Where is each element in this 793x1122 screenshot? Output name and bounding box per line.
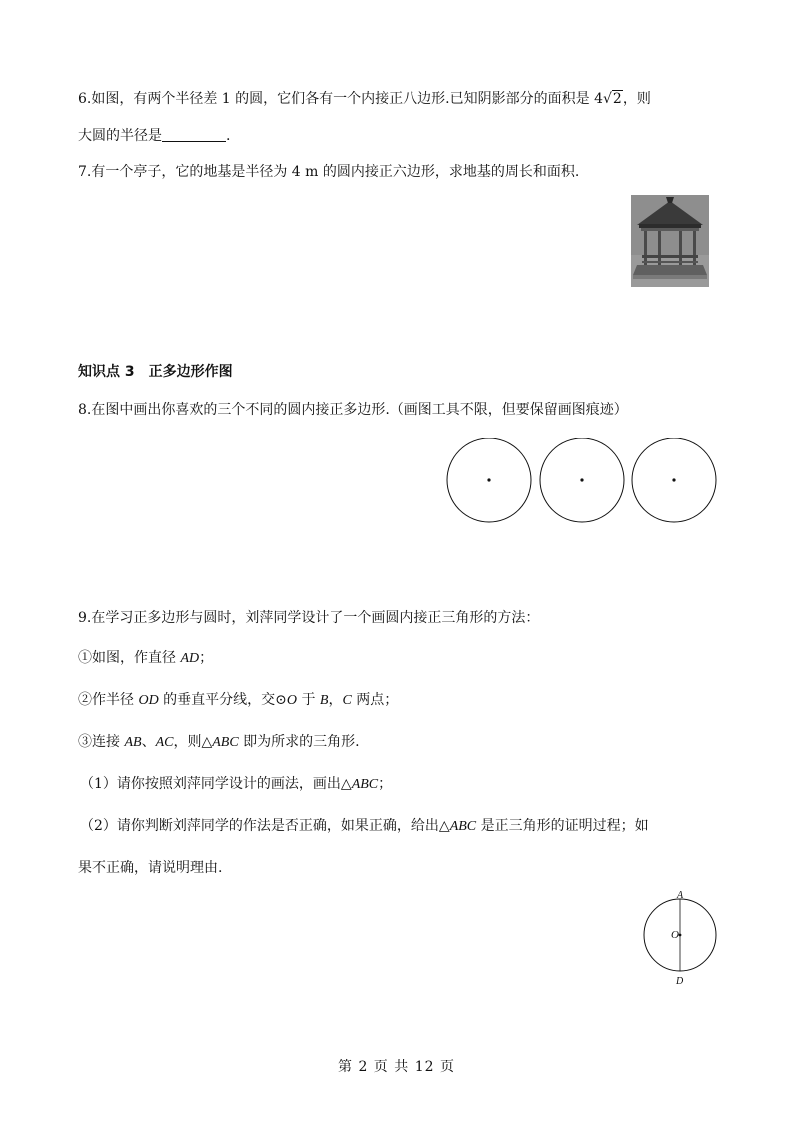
center-point xyxy=(679,934,682,937)
q9-step3 xyxy=(78,732,360,753)
step1-text: ①如图，作直径 xyxy=(78,650,181,666)
step3-end: 即为所求的三角形. xyxy=(238,734,360,750)
sqrt-symbol: √2 xyxy=(602,91,622,107)
label-o: O xyxy=(671,929,679,941)
q9-step2 xyxy=(78,690,398,711)
part1-text: （1）请你按照刘萍同学设计的画法，画出△ xyxy=(80,776,352,792)
var-ac: AC xyxy=(155,735,174,750)
step2-end: 两点； xyxy=(351,692,399,708)
step3-text-c: ，则△ xyxy=(173,734,213,750)
var-b: B xyxy=(319,693,329,708)
label-d: D xyxy=(676,976,684,987)
q9-intro: 9.在学习正多边形与圆时，刘萍同学设计了一个画圆内接正三角形的方法： xyxy=(78,610,540,626)
sqrt-argument: 2 xyxy=(612,91,622,107)
center-dot-2 xyxy=(580,478,583,481)
center-dot-3 xyxy=(672,478,675,481)
step3-text: ③连接 xyxy=(78,734,125,750)
q9-part1 xyxy=(80,774,392,795)
var-ab: AB xyxy=(124,735,142,750)
page-footer: 第 2 页 共 12 页 xyxy=(338,1059,455,1075)
step2-text-b: 的垂直平分线，交⊙ xyxy=(158,692,287,708)
q6-question: 大圆的半径是 xyxy=(78,128,162,144)
circle-ad-figure xyxy=(640,888,724,990)
step2-text-d: ， xyxy=(328,692,343,708)
part2-text: （2）请你判断刘萍同学的作法是否正确，如果正确，给出△ xyxy=(80,818,450,834)
step3-text-b: 、 xyxy=(141,734,156,750)
q9-part2 xyxy=(80,816,649,837)
q7-line: 7.有一个亭子，它的地基是半径为 4 m 的圆内接正六边形，求地基的周长和面积. xyxy=(78,164,580,180)
q6-text-end: ，则 xyxy=(622,91,651,107)
var-ad: AD xyxy=(180,651,200,666)
var-abc: ABC xyxy=(212,735,239,750)
answer-blank[interactable] xyxy=(162,127,226,142)
center-dot-1 xyxy=(487,478,490,481)
q6-line1 xyxy=(78,89,651,109)
step2-text: ②作半径 xyxy=(78,692,139,708)
var-abc-2: ABC xyxy=(449,819,477,834)
section-heading: 知识点 3 正多边形作图 xyxy=(78,364,233,380)
q6-line2 xyxy=(78,126,230,146)
step2-text-c: 于 xyxy=(297,692,320,708)
part1-end: ； xyxy=(378,776,393,792)
q8-line: 8.在图中画出你喜欢的三个不同的圆内接正多边形.（画图工具不限，但要保留画图痕迹） xyxy=(78,402,628,418)
step1-end: ； xyxy=(199,650,214,666)
q6-text: 6.如图，有两个半径差 1 的圆，它们各有一个内接正八边形.已知阴影部分的面积是 4 xyxy=(78,91,603,107)
label-a: A xyxy=(677,890,684,901)
var-c: C xyxy=(342,693,352,708)
q6-period: . xyxy=(226,128,231,144)
q9-step1 xyxy=(78,648,213,669)
q9-part2-line2: 果不正确，请说明理由. xyxy=(78,860,223,876)
pavilion-image xyxy=(631,195,709,287)
part2-text-b: 是正三角形的证明过程；如 xyxy=(476,818,649,834)
three-circles-figure xyxy=(446,438,718,524)
var-o: O xyxy=(286,693,297,708)
var-od: OD xyxy=(138,693,159,708)
var-abc-1: ABC xyxy=(351,777,379,792)
